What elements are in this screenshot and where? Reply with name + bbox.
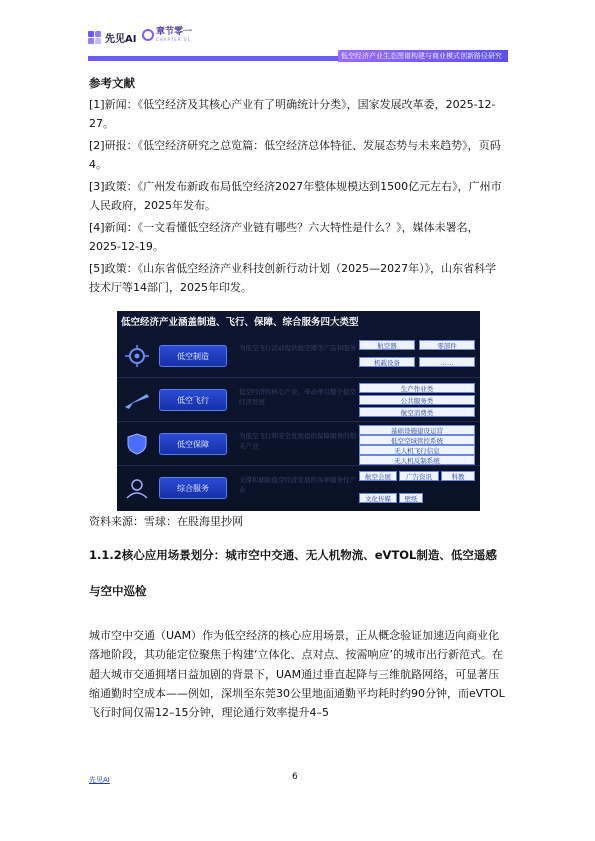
section-heading-cont: 与空中巡检 <box>89 584 147 598</box>
logo-xianjian <box>88 30 136 45</box>
tag: 广告资讯 <box>399 471 439 481</box>
report-title: 低空经济产业生态图谱构建与商业模式创新路径研究 <box>341 52 502 60</box>
tag: 生产作业类 <box>359 383 475 393</box>
references-section <box>89 74 505 300</box>
tag: 机载设备 <box>359 357 415 367</box>
infographic-row-services <box>117 467 480 507</box>
category-description: 支撑和辅助低空经济发展的各种服务性产业 <box>239 476 356 494</box>
tag: 零部件 <box>419 340 475 350</box>
chapter-sublabel: CHAPTER 01 <box>156 37 192 42</box>
category-badge: 低空飞行 <box>159 389 227 411</box>
figure-source: 资料来源：雪球：在股海里抄网 <box>89 515 243 528</box>
tag: 航空器 <box>359 340 415 350</box>
infographic-title: 低空经济产业涵盖制造、飞行、保障、综合服务四大类型 <box>121 317 359 328</box>
tag: 航空会展 <box>359 471 397 481</box>
reference-item: [1]新闻：《低空经济及其核心产业有了明确统计分类》，国家发展改革委，2025-12-27。 <box>89 98 496 130</box>
category-tags <box>359 469 477 507</box>
category-badge: 低空制造 <box>159 345 227 367</box>
tag: 无人机反制系统 <box>359 455 475 465</box>
industry-infographic <box>117 311 480 511</box>
row-divider <box>117 465 480 466</box>
reference-item: [4]新闻：《一文看懂低空经济产业链有哪些？六大特性是什么？》，媒体未署名，2025-12-19。 <box>89 221 479 253</box>
chapter-label: 章节零一 <box>156 27 193 37</box>
tag: 低空空域管控系统 <box>359 435 475 445</box>
reference-item: [3]政策：《广州发布新政布局低空经济2027年整体规模达到1500亿元左右》，广州市人民政府，2025年发布。 <box>89 180 502 212</box>
body-paragraph: 城市空中交通（UAM）作为低空经济的核心应用场景，正从概念验证加速迈向商业化落地阶段，其功能定位聚焦于构建‘立体化、点对点、按需响应’的城市出行新范式。在超大城市交通拥堵日益加剧的背景下，UAM通过垂直起降与三维航路网络，可显著压缩通勤时空成本——例如，深圳至东莞30公里地面通勤平均耗时约90分钟，而eVTOL飞行时间仅需12–15分钟，理论通行效率提升4–5 <box>89 629 505 720</box>
page-number: 6 <box>292 772 298 782</box>
infographic-row-support <box>117 423 480 463</box>
tag: 文化传媒 <box>359 493 397 503</box>
tag: 科教 <box>441 471 475 481</box>
logo-mark-icon <box>88 31 102 45</box>
tag: …… <box>419 357 475 367</box>
shield-icon <box>123 433 151 455</box>
user-headset-icon <box>123 477 151 499</box>
category-description: 为低空飞行活动提供航空器等产品和服务 <box>239 344 356 352</box>
tag: 无人机飞行信息 <box>359 445 475 455</box>
section-heading: 1.1.2核心应用场景划分：城市空中交通、无人机物流、eVTOL制造、低空遥感 <box>89 548 497 562</box>
infographic-row-manufacturing <box>117 335 480 375</box>
tag: 公共服务类 <box>359 395 475 405</box>
category-tags <box>359 337 477 375</box>
category-badge: 低空保障 <box>159 433 227 455</box>
tag: 基础设施建设运营 <box>359 425 475 435</box>
references-heading: 参考文献 <box>89 76 135 90</box>
category-badge: 综合服务 <box>159 477 227 499</box>
gear-chip-icon <box>123 345 151 367</box>
page-header <box>88 26 508 66</box>
row-divider <box>117 421 480 422</box>
row-divider <box>117 377 480 378</box>
logo-text: 先见AI <box>105 34 137 45</box>
reference-item: [2]研报：《低空经济研究之总览篇：低空经济总体特征、发展态势与未来趋势》，页码4。 <box>89 139 501 171</box>
plane-icon <box>123 389 151 411</box>
infographic-row-flight <box>117 379 480 419</box>
tag: 航空消费类 <box>359 407 475 417</box>
category-tags <box>359 381 477 419</box>
chapter-logo <box>142 28 192 42</box>
chapter-ring-icon <box>142 29 154 41</box>
category-tags <box>359 425 477 463</box>
tag: 壁纸 <box>399 493 423 503</box>
reference-item: [5]政策：《山东省低空经济产业科技创新行动计划（2025—2027年）》，山东省科学技术厅等14部门，2025年印发。 <box>89 262 497 294</box>
category-description: 为低空飞行和安全发展提供保障服务的相关产业 <box>239 432 356 450</box>
category-description: 低空经济的核心产业，牵动牵引整个低空经济发展 <box>239 388 356 406</box>
footer-link[interactable]: 先见AI <box>89 776 110 784</box>
